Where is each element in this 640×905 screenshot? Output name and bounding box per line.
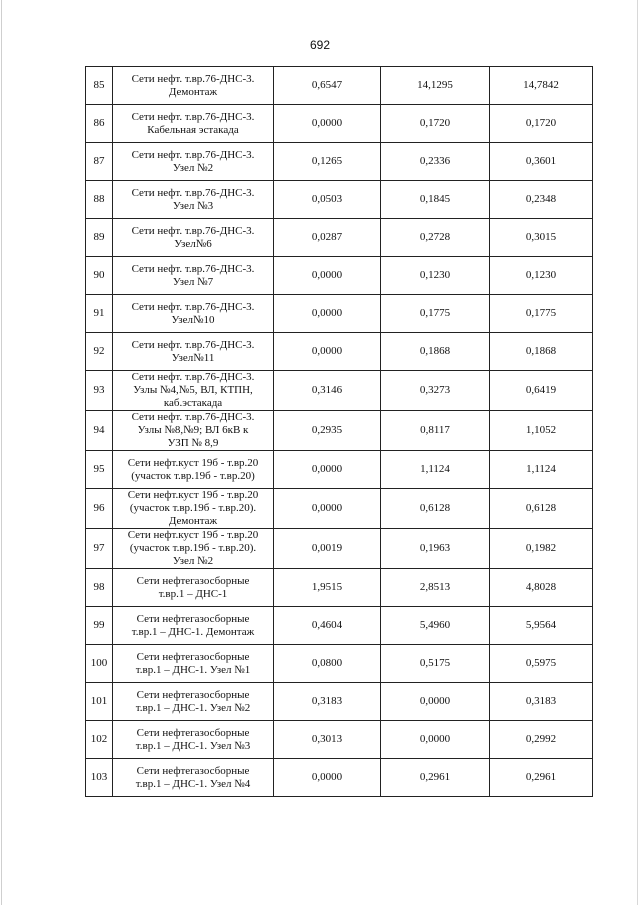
value-2-text: 14,1295 — [417, 79, 453, 91]
row-number-text: 86 — [93, 117, 105, 129]
object-name-cell — [113, 411, 274, 451]
row-number-cell — [86, 105, 113, 143]
object-name-cell — [113, 489, 274, 529]
value-1-cell — [274, 569, 381, 607]
table-row — [86, 721, 593, 759]
value-2-text: 0,5175 — [419, 657, 451, 669]
value-1-text: 0,0503 — [311, 193, 343, 205]
value-3-text: 14,7842 — [523, 79, 559, 91]
table-row — [86, 683, 593, 721]
value-3-cell — [490, 181, 593, 219]
value-3-text: 0,3183 — [525, 695, 557, 707]
row-number-text: 92 — [93, 345, 105, 357]
value-2-text: 0,1845 — [419, 193, 451, 205]
value-3-cell — [490, 105, 593, 143]
value-1-text: 0,0000 — [311, 463, 343, 475]
object-name-text: Сети нефт. т.вр.76-ДНС-3. Узел №7 — [131, 262, 255, 288]
value-1-text: 0,0000 — [311, 269, 343, 281]
row-number-text: 89 — [93, 231, 105, 243]
value-2-cell — [381, 219, 490, 257]
value-3-cell — [490, 721, 593, 759]
value-3-text: 5,9564 — [525, 619, 557, 631]
row-number-cell — [86, 645, 113, 683]
scan-edge-right — [637, 0, 638, 905]
table-row — [86, 489, 593, 529]
table-row — [86, 569, 593, 607]
object-name-cell — [113, 607, 274, 645]
row-number-cell — [86, 529, 113, 569]
object-name-cell — [113, 295, 274, 333]
value-3-text: 0,1982 — [525, 542, 557, 554]
row-number-text: 100 — [90, 657, 108, 669]
value-3-cell — [490, 489, 593, 529]
object-name-text: Сети нефт. т.вр.76-ДНС-3. Кабельная эстакада — [131, 110, 255, 136]
value-3-text: 1,1052 — [525, 424, 557, 436]
value-1-cell — [274, 257, 381, 295]
object-name-cell — [113, 529, 274, 569]
value-2-text: 0,3273 — [419, 384, 451, 396]
value-3-cell — [490, 759, 593, 797]
value-1-cell — [274, 219, 381, 257]
value-1-text: 0,6547 — [311, 79, 343, 91]
table-row — [86, 143, 593, 181]
value-2-cell — [381, 529, 490, 569]
row-number-cell — [86, 489, 113, 529]
value-1-text: 0,0000 — [311, 502, 343, 514]
value-3-cell — [490, 67, 593, 105]
value-2-cell — [381, 411, 490, 451]
value-1-text: 0,3146 — [311, 384, 343, 396]
value-3-text: 0,2961 — [525, 771, 557, 783]
table-row — [86, 759, 593, 797]
value-3-cell — [490, 295, 593, 333]
value-1-text: 0,2935 — [311, 424, 343, 436]
row-number-text: 102 — [90, 733, 108, 745]
row-number-text: 90 — [93, 269, 105, 281]
row-number-cell — [86, 759, 113, 797]
object-name-text: Сети нефтегазосборные т.вр.1 – ДНС-1. Узел №3 — [135, 726, 251, 752]
object-name-cell — [113, 721, 274, 759]
value-1-text: 0,0000 — [311, 307, 343, 319]
value-2-cell — [381, 67, 490, 105]
value-1-cell — [274, 451, 381, 489]
row-number-cell — [86, 683, 113, 721]
row-number-text: 96 — [93, 502, 105, 514]
value-1-cell — [274, 683, 381, 721]
table-row — [86, 333, 593, 371]
object-name-cell — [113, 333, 274, 371]
object-name-cell — [113, 219, 274, 257]
value-3-cell — [490, 569, 593, 607]
value-2-cell — [381, 257, 490, 295]
value-2-text: 0,1720 — [419, 117, 451, 129]
value-3-cell — [490, 257, 593, 295]
value-1-cell — [274, 411, 381, 451]
value-1-cell — [274, 607, 381, 645]
object-name-text: Сети нефтегазосборные т.вр.1 – ДНС-1. Демонтаж — [131, 612, 255, 638]
value-2-text: 0,2336 — [419, 155, 451, 167]
value-2-text: 2,8513 — [419, 581, 451, 593]
value-2-cell — [381, 181, 490, 219]
object-name-cell — [113, 105, 274, 143]
value-2-cell — [381, 371, 490, 411]
row-number-cell — [86, 721, 113, 759]
row-number-text: 85 — [93, 79, 105, 91]
table-row — [86, 371, 593, 411]
value-1-cell — [274, 295, 381, 333]
value-1-cell — [274, 721, 381, 759]
value-3-cell — [490, 529, 593, 569]
value-2-cell — [381, 759, 490, 797]
row-number-text: 99 — [93, 619, 105, 631]
value-3-text: 0,2992 — [525, 733, 557, 745]
value-2-cell — [381, 721, 490, 759]
value-3-text: 0,1720 — [525, 117, 557, 129]
value-3-text: 0,6128 — [525, 502, 557, 514]
row-number-cell — [86, 371, 113, 411]
row-number-text: 87 — [93, 155, 105, 167]
data-table — [85, 66, 593, 797]
value-3-text: 0,1868 — [525, 345, 557, 357]
object-name-text: Сети нефт. т.вр.76-ДНС-3. Узел№11 — [131, 338, 255, 364]
row-number-cell — [86, 569, 113, 607]
value-2-text: 0,6128 — [419, 502, 451, 514]
object-name-text: Сети нефт.куст 19б - т.вр.20 (участок т.вр.19б - т.вр.20) — [127, 456, 259, 482]
object-name-text: Сети нефт. т.вр.76-ДНС-3. Узлы №4,№5, ВЛ, КТПН, каб.эстакада — [131, 371, 255, 409]
value-2-cell — [381, 143, 490, 181]
value-1-text: 0,4604 — [311, 619, 343, 631]
value-2-cell — [381, 333, 490, 371]
value-3-cell — [490, 411, 593, 451]
object-name-cell — [113, 645, 274, 683]
value-1-cell — [274, 333, 381, 371]
value-2-text: 0,1868 — [419, 345, 451, 357]
table-row — [86, 529, 593, 569]
object-name-cell — [113, 181, 274, 219]
object-name-text: Сети нефт. т.вр.76-ДНС-3. Узел№10 — [131, 300, 255, 326]
value-1-text: 0,0000 — [311, 771, 343, 783]
row-number-text: 88 — [93, 193, 105, 205]
value-1-text: 0,0287 — [311, 231, 343, 243]
object-name-cell — [113, 683, 274, 721]
value-1-cell — [274, 67, 381, 105]
value-1-cell — [274, 143, 381, 181]
row-number-cell — [86, 219, 113, 257]
value-3-cell — [490, 451, 593, 489]
value-3-text: 0,2348 — [525, 193, 557, 205]
row-number-text: 98 — [93, 581, 105, 593]
object-name-cell — [113, 569, 274, 607]
value-1-cell — [274, 645, 381, 683]
object-name-text: Сети нефт. т.вр.76-ДНС-3. Узел№6 — [131, 224, 255, 250]
row-number-text: 91 — [93, 307, 105, 319]
object-name-text: Сети нефт. т.вр.76-ДНС-3. Демонтаж — [131, 72, 255, 98]
object-name-text: Сети нефт. т.вр.76-ДНС-3. Узел №2 — [131, 148, 255, 174]
value-3-text: 0,3601 — [525, 155, 557, 167]
value-2-text: 0,0000 — [419, 695, 451, 707]
value-2-cell — [381, 295, 490, 333]
scan-edge-left — [1, 0, 2, 905]
value-1-cell — [274, 529, 381, 569]
value-3-cell — [490, 219, 593, 257]
value-3-text: 4,8028 — [525, 581, 557, 593]
object-name-text: Сети нефт.куст 19б - т.вр.20 (участок т.вр.19б - т.вр.20). Демонтаж — [127, 489, 259, 527]
value-3-cell — [490, 371, 593, 411]
object-name-text: Сети нефтегазосборные т.вр.1 – ДНС-1. Узел №1 — [135, 650, 251, 676]
table-row — [86, 607, 593, 645]
value-1-cell — [274, 489, 381, 529]
object-name-cell — [113, 759, 274, 797]
value-2-cell — [381, 683, 490, 721]
value-2-text: 0,1775 — [419, 307, 451, 319]
object-name-cell — [113, 67, 274, 105]
row-number-cell — [86, 451, 113, 489]
table-row — [86, 645, 593, 683]
value-2-cell — [381, 451, 490, 489]
row-number-text: 103 — [90, 771, 108, 783]
value-3-text: 0,5975 — [525, 657, 557, 669]
object-name-text: Сети нефт.куст 19б - т.вр.20 (участок т.вр.19б - т.вр.20). Узел №2 — [127, 529, 259, 567]
row-number-cell — [86, 295, 113, 333]
object-name-cell — [113, 143, 274, 181]
value-2-text: 0,2728 — [419, 231, 451, 243]
value-2-text: 0,0000 — [419, 733, 451, 745]
row-number-text: 94 — [93, 424, 105, 436]
table-row — [86, 181, 593, 219]
value-3-text: 1,1124 — [526, 463, 556, 475]
object-name-cell — [113, 257, 274, 295]
object-name-text: Сети нефтегазосборные т.вр.1 – ДНС-1 — [136, 574, 250, 600]
value-1-text: 0,1265 — [311, 155, 343, 167]
value-3-cell — [490, 143, 593, 181]
row-number-cell — [86, 333, 113, 371]
value-1-text: 0,3183 — [311, 695, 343, 707]
value-2-text: 0,8117 — [420, 424, 450, 436]
value-1-text: 0,0800 — [311, 657, 343, 669]
row-number-cell — [86, 143, 113, 181]
value-1-cell — [274, 759, 381, 797]
row-number-text: 93 — [93, 384, 105, 396]
object-name-text: Сети нефтегазосборные т.вр.1 – ДНС-1. Узел №2 — [135, 688, 251, 714]
value-1-text: 0,0000 — [311, 117, 343, 129]
value-2-text: 5,4960 — [419, 619, 451, 631]
value-3-cell — [490, 645, 593, 683]
table-row — [86, 295, 593, 333]
value-2-cell — [381, 489, 490, 529]
value-3-text: 0,3015 — [525, 231, 557, 243]
value-2-text: 1,1124 — [420, 463, 450, 475]
value-1-text: 0,3013 — [311, 733, 343, 745]
row-number-text: 101 — [90, 695, 108, 707]
value-2-text: 0,1230 — [419, 269, 451, 281]
value-3-cell — [490, 607, 593, 645]
value-2-cell — [381, 607, 490, 645]
table-row — [86, 411, 593, 451]
value-2-text: 0,1963 — [419, 542, 451, 554]
object-name-text: Сети нефт. т.вр.76-ДНС-3. Узел №3 — [131, 186, 255, 212]
object-name-text: Сети нефт. т.вр.76-ДНС-3. Узлы №8,№9; ВЛ 6кВ к УЗП № 8,9 — [131, 411, 255, 449]
table-body — [86, 67, 593, 797]
value-2-cell — [381, 645, 490, 683]
page-number: 692 — [309, 38, 331, 52]
value-1-cell — [274, 371, 381, 411]
value-1-text: 1,9515 — [311, 581, 343, 593]
value-2-cell — [381, 569, 490, 607]
row-number-cell — [86, 257, 113, 295]
table-row — [86, 257, 593, 295]
row-number-cell — [86, 67, 113, 105]
value-1-cell — [274, 181, 381, 219]
value-1-text: 0,0000 — [311, 345, 343, 357]
table-row — [86, 67, 593, 105]
value-3-text: 0,1775 — [525, 307, 557, 319]
object-name-text: Сети нефтегазосборные т.вр.1 – ДНС-1. Узел №4 — [135, 764, 251, 790]
value-3-text: 0,1230 — [525, 269, 557, 281]
row-number-text: 95 — [93, 463, 105, 475]
value-3-text: 0,6419 — [525, 384, 557, 396]
value-3-cell — [490, 333, 593, 371]
object-name-cell — [113, 371, 274, 411]
row-number-cell — [86, 181, 113, 219]
table-row — [86, 219, 593, 257]
row-number-cell — [86, 607, 113, 645]
table-row — [86, 105, 593, 143]
value-2-cell — [381, 105, 490, 143]
row-number-cell — [86, 411, 113, 451]
table-row — [86, 451, 593, 489]
value-1-cell — [274, 105, 381, 143]
object-name-cell — [113, 451, 274, 489]
value-1-text: 0,0019 — [311, 542, 343, 554]
value-2-text: 0,2961 — [419, 771, 451, 783]
row-number-text: 97 — [93, 542, 105, 554]
value-3-cell — [490, 683, 593, 721]
